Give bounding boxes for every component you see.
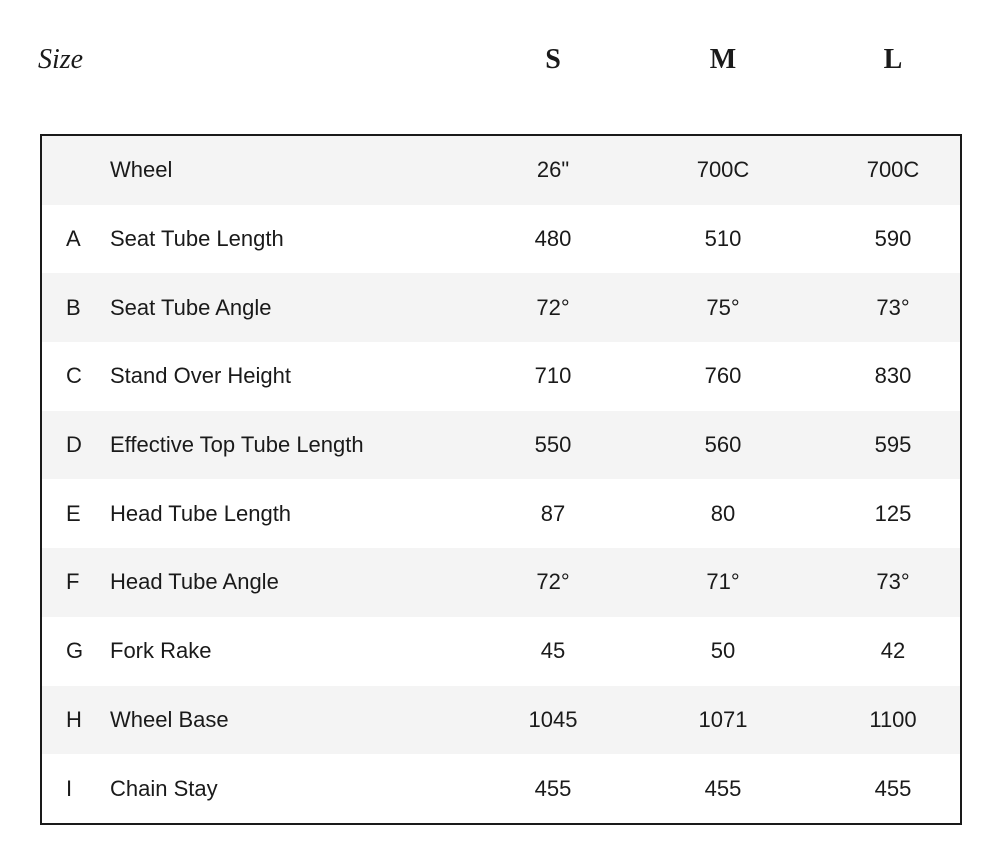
row-key: D [66,432,82,458]
table-row [42,686,960,755]
table-row [42,273,960,342]
value-s: 72° [536,294,570,320]
table-row [42,548,960,617]
value-s: 26" [536,157,570,183]
table-row [42,754,960,823]
value-l: 595 [874,432,912,458]
value-s: 72° [536,569,570,595]
table-row [42,479,960,548]
value-l: 42 [880,638,906,664]
row-name: Effective Top Tube Length [110,432,364,458]
size-label: Size [38,44,84,75]
row-key: E [66,500,81,526]
table-row [42,136,960,205]
table-row [42,205,960,274]
value-l: 590 [874,226,912,252]
value-m: 50 [710,638,736,664]
row-name: Seat Tube Length [110,226,284,252]
row-name: Wheel [110,157,173,183]
value-l: 455 [874,775,912,801]
value-m: 80 [710,500,736,526]
row-name: Head Tube Length [110,500,292,526]
value-s: 480 [534,226,572,252]
row-key: A [66,226,81,252]
value-s: 87 [540,500,566,526]
value-l: 73° [876,569,910,595]
table-row [42,411,960,480]
value-l: 73° [876,294,910,320]
row-name: Head Tube Angle [110,569,279,595]
value-m: 1071 [698,706,748,732]
value-s: 455 [534,775,572,801]
row-name: Stand Over Height [110,363,291,389]
value-s: 1045 [528,706,578,732]
row-key: C [66,363,82,389]
row-key: B [66,294,81,320]
value-m: 75° [706,294,740,320]
size-column-l: L [883,44,903,75]
value-l: 830 [874,363,912,389]
value-l: 700C [866,157,920,183]
value-l: 125 [874,500,912,526]
value-m: 700C [696,157,750,183]
value-m: 560 [704,432,742,458]
row-key: F [66,569,80,595]
row-key: G [66,638,84,664]
row-name: Seat Tube Angle [110,294,272,320]
geometry-table [40,134,962,825]
value-m: 510 [704,226,742,252]
size-column-m: M [709,44,737,75]
value-s: 45 [540,638,566,664]
value-m: 455 [704,775,742,801]
row-name: Chain Stay [110,775,218,801]
size-column-s: S [545,44,561,75]
value-m: 760 [704,363,742,389]
value-s: 550 [534,432,572,458]
table-row [42,617,960,686]
value-s: 710 [534,363,572,389]
row-key: I [66,775,73,801]
row-name: Wheel Base [110,706,229,732]
row-name: Fork Rake [110,638,212,664]
table-row [42,342,960,411]
value-m: 71° [706,569,740,595]
value-l: 1100 [869,706,917,732]
row-key: H [66,706,82,732]
size-header [0,0,1000,130]
